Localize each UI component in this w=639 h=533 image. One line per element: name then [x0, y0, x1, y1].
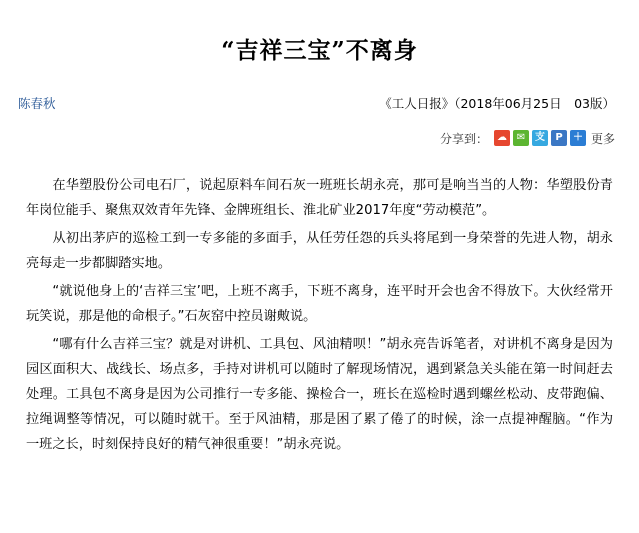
article-paragraph: “哪有什么吉祥三宝？就是对讲机、工具包、风油精呗！”胡永亮告诉笔者，对讲机不离身是因为园区面积大、战线长、场点多，手持对讲机可以随时了解现场情况，遇到紧急关头能在第一时间赶去处理。工具包不离身是因为公司推行一专多能、操检合一，班长在巡检时遇到螺丝松动、皮带跑偏、拉绳调整等情况，可以随时就干。至于风油精，那是困了累了倦了的时候，涂一点提神醒脑。“作为一班之长，时刻保持良好的精气神很重要！”胡永亮说。 [26, 336, 613, 452]
share-icon-list [494, 130, 615, 147]
article-body [0, 147, 639, 457]
share-label: 分享到： [439, 131, 488, 146]
alipay-icon[interactable]: 支 [532, 130, 548, 146]
page-title: “吉祥三宝”不离身 [221, 37, 418, 64]
sina-weibo-icon[interactable]: ☁ [494, 130, 510, 146]
article-paragraph: 在华塑股份公司电石厂，说起原料车间石灰一班班长胡永亮，那可是响当当的人物：华塑股份青年岗位能手、聚焦双效青年先锋、金牌班组长、淮北矿业2017年度“劳动模范”。 [26, 177, 613, 218]
article-meta [0, 66, 639, 112]
more-plus-icon[interactable]: ＋ [570, 130, 586, 146]
share-bar [0, 112, 639, 147]
wechat-icon[interactable]: ✉ [513, 130, 529, 146]
article-author[interactable]: 陈春秋 [18, 95, 56, 111]
article-source: 《工人日报》（2018年06月25日 03版） [379, 95, 615, 111]
article-paragraph: 从初出茅庐的巡检工到一专多能的多面手，从任劳任怨的兵头将尾到一身荣誉的先进人物，胡永亮每走一步都脚踏实地。 [26, 230, 613, 271]
article-paragraph: “就说他身上的‘吉祥三宝’吧，上班不离手，下班不离身，连平时开会也舍不得放下。大伙经常开玩笑说，那是他的命根子。”石灰窑中控员谢敟说。 [26, 283, 613, 324]
qzone-icon[interactable]: P [551, 130, 567, 146]
share-more-link[interactable]: 更多 [590, 131, 615, 146]
